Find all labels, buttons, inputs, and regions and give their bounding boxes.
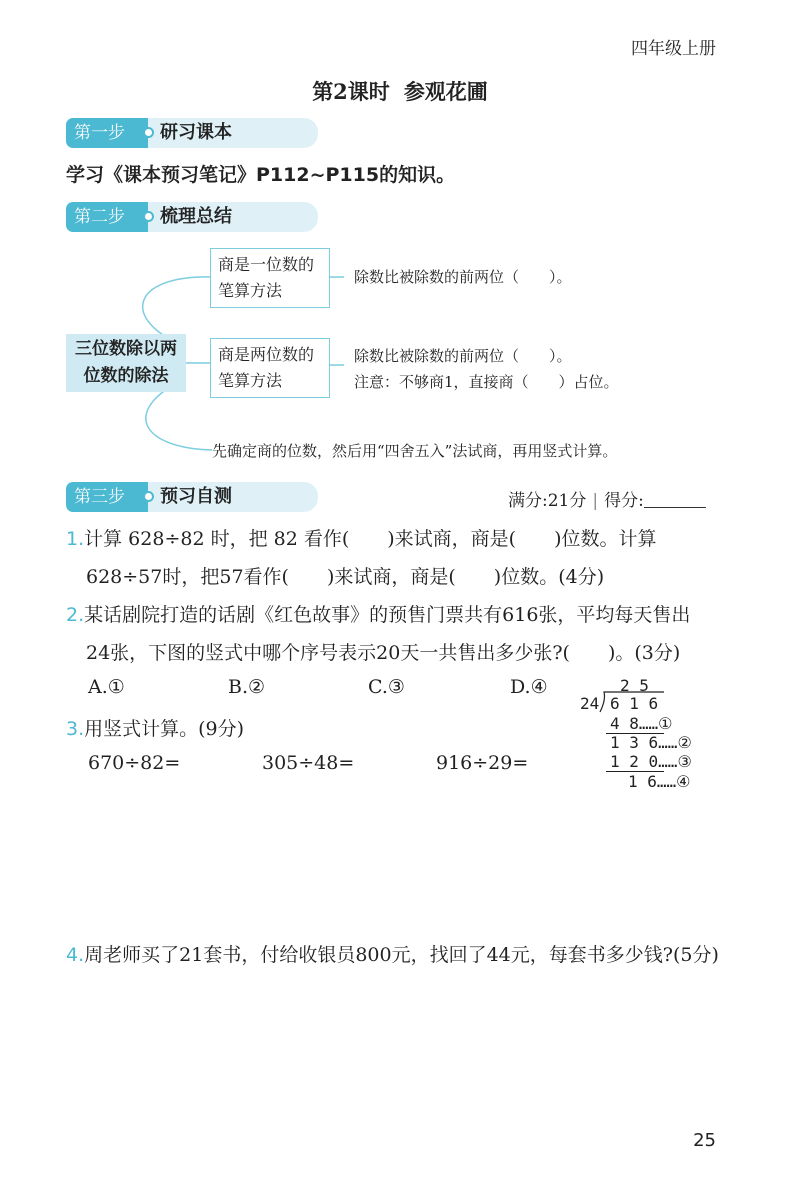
grade-label: 四年级上册 <box>631 39 716 59</box>
step-label: 第三步 <box>66 482 154 512</box>
question-text: 计算 628÷82 时，把 82 看作( )来试商，商是( )位数。计算 <box>84 528 657 550</box>
expression-3: 916÷29= <box>436 752 529 774</box>
mindmap-branch-three-text: 先确定商的位数，然后用“四舍五入”法试商，再用竖式计算。 <box>212 442 618 460</box>
mindmap-box-line: 笔算方法 <box>218 371 283 390</box>
mindmap-root <box>66 334 186 392</box>
question-number: 4. <box>66 944 85 966</box>
mindmap-box-line: 笔算方法 <box>218 281 283 300</box>
mindmap-branch-two-box <box>210 338 330 398</box>
mindmap-branch-one-text: 除数比被除数的前两位（ ）。 <box>354 268 572 286</box>
step-name: 研习课本 <box>148 118 318 148</box>
division-step-mark: ……③ <box>658 752 692 771</box>
step-dot-icon <box>143 491 154 502</box>
option-b[interactable]: B.② <box>228 676 266 698</box>
mindmap-box-line: 商是两位数的 <box>218 345 315 364</box>
division-dividend: 6 1 6 <box>610 694 659 713</box>
step-three-header <box>66 482 326 512</box>
question-4-line <box>66 938 719 972</box>
mindmap-connectors <box>0 0 800 480</box>
intro-text: 学习《课本预习笔记》P112~P115的知识。 <box>66 164 456 186</box>
expression-2: 305÷48= <box>262 752 355 774</box>
question-1-line-2: 628÷57时，把57看作( )来试商，商是( )位数。(4分) <box>86 566 605 588</box>
option-d[interactable]: D.④ <box>510 676 548 698</box>
division-divisor: 24 <box>580 694 600 713</box>
division-step-value: 4 8 <box>610 714 639 733</box>
question-text: 某话剧院打造的话剧《红色故事》的预售门票共有616张，平均每天售出 <box>84 604 691 626</box>
division-step-value: 1 3 6 <box>610 733 659 752</box>
division-step <box>610 733 692 752</box>
step-label: 第一步 <box>66 118 154 148</box>
score-line: 满分:21分 | 得分: <box>508 486 706 511</box>
score-label: 得分: <box>604 491 644 511</box>
question-number: 1. <box>66 528 85 550</box>
mindmap-box-line: 商是一位数的 <box>218 255 315 274</box>
option-a[interactable]: A.① <box>88 676 125 698</box>
mindmap-branch-one-box <box>210 248 330 308</box>
step-label: 第二步 <box>66 202 154 232</box>
division-step-mark: ……② <box>658 733 692 752</box>
mindmap-root-line: 位数的除法 <box>83 366 169 386</box>
question-1-line-1 <box>66 522 657 556</box>
question-3-line <box>66 712 244 746</box>
step-name: 预习自测 <box>148 482 318 512</box>
question-text: 周老师买了21套书，付给收银员800元，找回了44元，每套书多少钱?(5分) <box>84 944 719 966</box>
expression-1: 670÷82= <box>88 752 181 774</box>
lesson-name: 参观花圃 <box>403 79 488 104</box>
option-c[interactable]: C.③ <box>368 676 405 698</box>
division-quotient: 2 5 <box>620 676 649 695</box>
lesson-number: 第2课时 <box>312 79 390 104</box>
division-step-value: 1 2 0 <box>610 752 659 771</box>
mindmap-root-line: 三位数除以两 <box>75 339 177 359</box>
mindmap-branch-two-text: 除数比被除数的前两位（ ）。 <box>354 347 572 365</box>
question-2-line-2: 24张，下图的竖式中哪个序号表示20天一共售出多少张?( )。(3分) <box>86 642 681 664</box>
score-blank[interactable] <box>644 491 706 508</box>
page-number: 25 <box>693 1130 716 1151</box>
question-number: 3. <box>66 718 85 740</box>
mindmap-branch-two-note: 注意：不够商1，直接商（ ）占位。 <box>354 373 619 391</box>
question-2-line-1 <box>66 598 690 632</box>
question-number: 2. <box>66 604 85 626</box>
division-step-mark: ……④ <box>656 772 691 791</box>
division-step <box>628 772 691 791</box>
question-text: 用竖式计算。(9分) <box>84 718 245 740</box>
division-step-value: 1 6 <box>628 772 657 791</box>
division-step-mark: ……① <box>638 714 673 733</box>
division-step <box>610 714 673 733</box>
division-step <box>610 752 692 771</box>
full-score: 满分:21分 <box>508 491 587 511</box>
step-name: 梳理总结 <box>148 202 318 232</box>
